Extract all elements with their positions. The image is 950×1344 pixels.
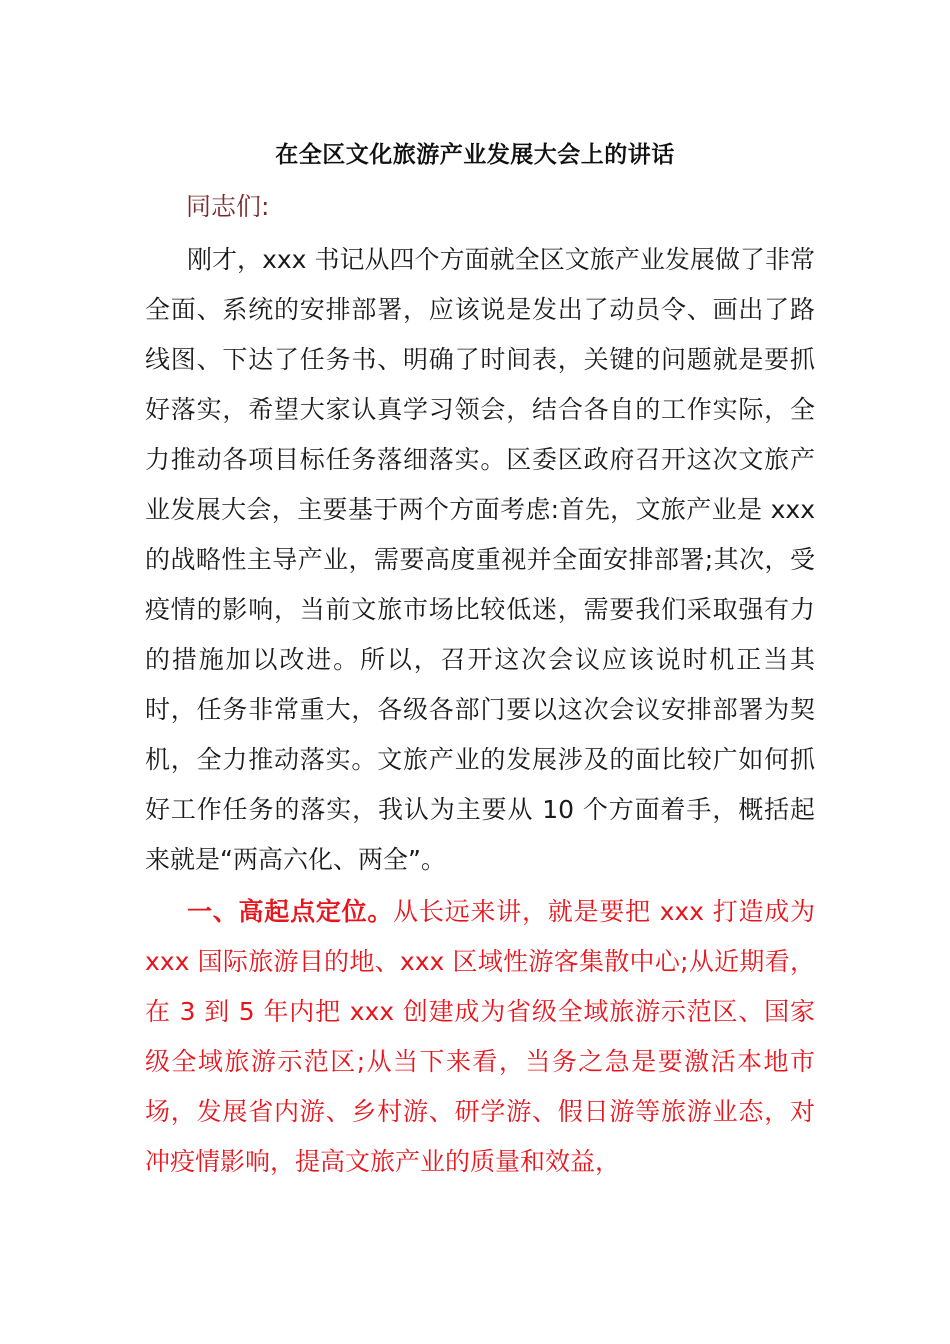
section-one-heading: 一、高起点定位。 [187,897,394,926]
document-title: 在全区文化旅游产业发展大会上的讲话 [275,142,675,168]
section-one-body: 从长远来讲，就是要把 xxx 打造成为 xxx 国际旅游目的地、xxx 区域性游客集散中心;从近期看，在 3 到 5 年内把 xxx 创建成为省级全域旅游示范区、国家级全域旅游示范区;从当下来看，当务之急是要激活本地市场，发展省内游、乡村游、研学游、假日游等旅游业态，对冲疫情影响，提高文旅产业的质量和效益， [145,897,815,1176]
paragraph-intro: 刚才，xxx 书记从四个方面就全区文旅产业发展做了非常全面、系统的安排部署，应该说是发出了动员令、画出了路线图、下达了任务书、明确了时间表，关键的问题就是要抓好落实，希望大家认真学习领会，结合各自的工作实际，全力推动各项目标任务落细落实。区委区政府召开这次文旅产业发展大会，主要基于两个方面考虑:首先，文旅产业是 xxx 的战略性主导产业，需要高度重视并全面安排部署;其次，受疫情的影响，当前文旅市场比较低迷，需要我们采取强有力的措施加以改进。所以，召开这次会议应该说时机正当其时，任务非常重大，各级各部门要以这次会议安排部署为契机，全力推动落实。文旅产业的发展涉及的面比较广如何抓好工作任务的落实，我认为主要从 10 个方面着手，概括起来就是“两高六化、两全”。 [145,245,815,874]
salutation: 同志们: [186,192,270,221]
paragraph-section-one [145,887,815,1187]
